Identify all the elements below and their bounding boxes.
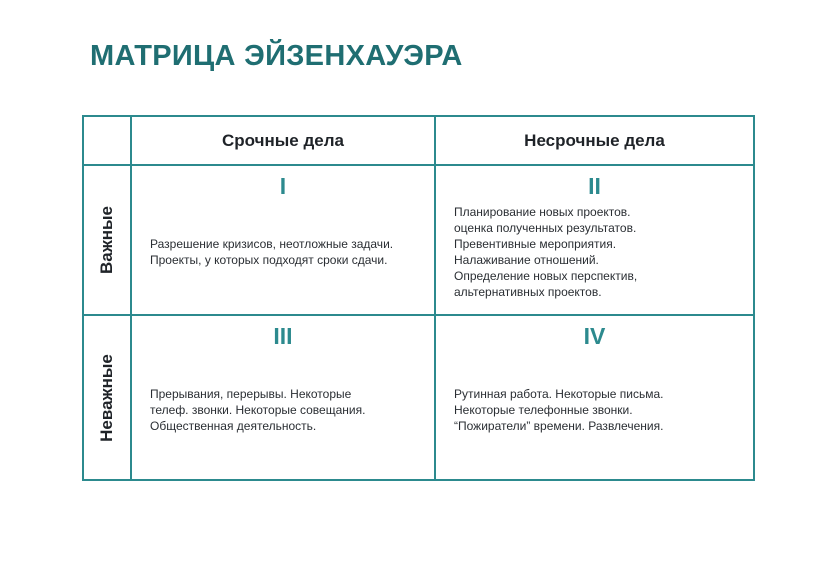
quadrant-1: [132, 166, 436, 316]
row-header-important: [84, 166, 132, 316]
quadrant-3-line: телеф. звонки. Некоторые совещания.: [150, 403, 366, 417]
quadrant-3-line: Общественная деятельность.: [150, 419, 317, 433]
page-title: МАТРИЦА ЭЙЗЕНХАУЭРА: [90, 40, 463, 72]
quadrant-2-line: оценка полученных результатов.: [454, 221, 637, 235]
quadrant-2-line: Превентивные мероприятия.: [454, 237, 617, 251]
quadrant-2-line: Определение новых перспектив,: [454, 269, 638, 283]
quadrant-3-line: Прерывания, перерывы. Некоторые: [150, 387, 352, 401]
quadrant-4-numeral: IV: [583, 323, 606, 349]
eisenhower-matrix: [82, 115, 755, 481]
quadrant-3-numeral: III: [273, 323, 293, 349]
quadrant-4-line: Некоторые телефонные звонки.: [454, 403, 633, 417]
quadrant-4-text: [454, 386, 745, 434]
row-header-not-important: [84, 316, 132, 479]
corner-cell: [84, 117, 132, 166]
quadrant-1-numeral: I: [279, 173, 287, 199]
quadrant-2-line: альтернативных проектов.: [454, 285, 602, 299]
column-header-urgent: Срочные дела: [132, 117, 436, 166]
quadrant-2-line: Налаживание отношений.: [454, 253, 599, 267]
row-header-not-important-label: Неважные: [97, 353, 116, 442]
quadrant-2-line: Планирование новых проектов.: [454, 205, 631, 219]
quadrant-4-line: Рутинная работа. Некоторые письма.: [454, 387, 664, 401]
quadrant-1-line: Проекты, у которых подходят сроки сдачи.: [150, 253, 388, 267]
quadrant-1-text: [150, 236, 426, 268]
row-header-important-label: Важные: [97, 205, 116, 275]
quadrant-3-text: [150, 386, 426, 434]
quadrant-1-line: Разрешение кризисов, неотложные задачи.: [150, 237, 394, 251]
quadrant-2-numeral: II: [588, 173, 601, 199]
quadrant-2: [436, 166, 753, 316]
quadrant-4: [436, 316, 753, 479]
quadrant-2-text: [454, 204, 745, 300]
quadrant-3: [132, 316, 436, 479]
quadrant-4-line: “Пожиратели” времени. Развлечения.: [454, 419, 664, 433]
column-header-not-urgent: Несрочные дела: [436, 117, 753, 166]
